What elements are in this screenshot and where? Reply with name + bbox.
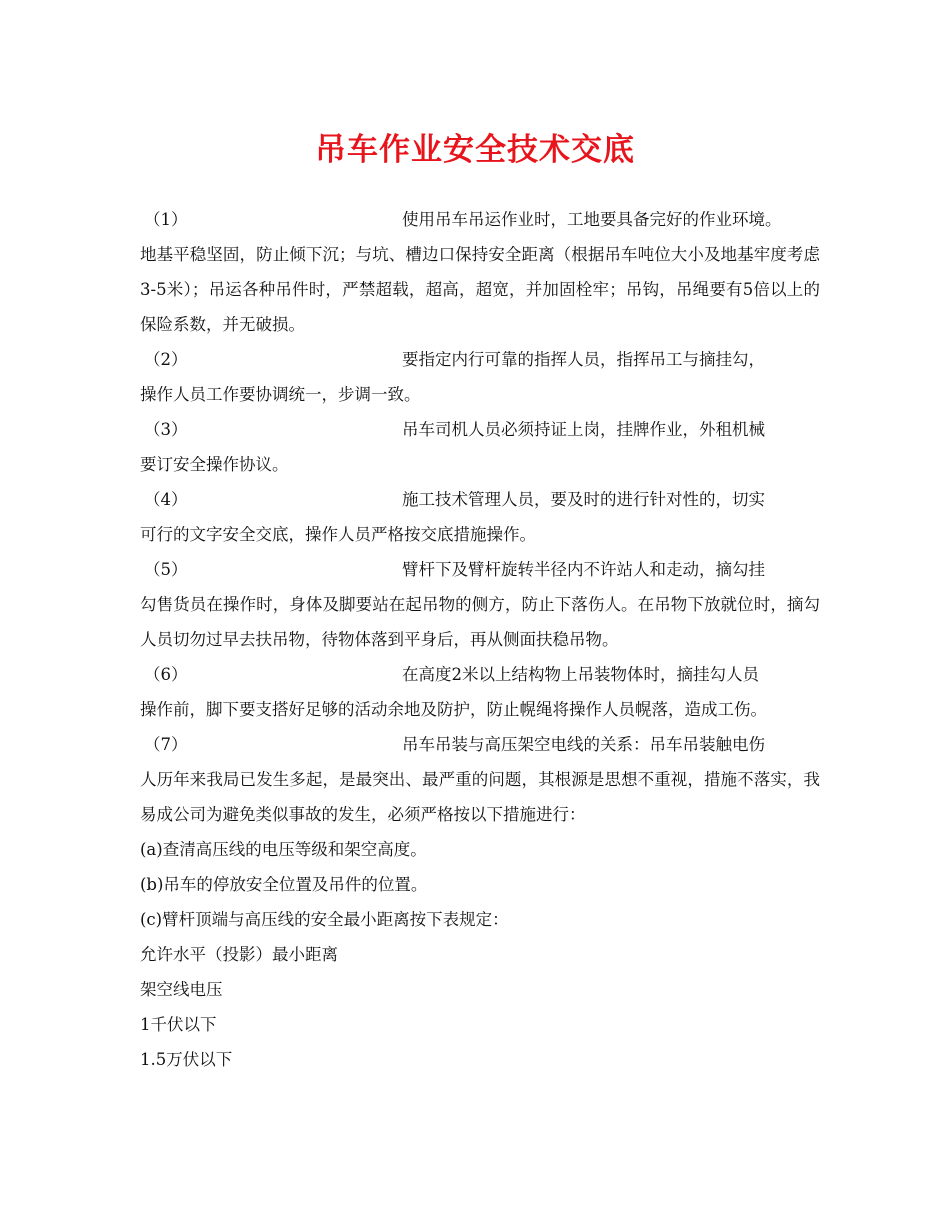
clause-number: （4） bbox=[144, 490, 188, 509]
clause-text: 人历年来我局已发生多起，是最突出、最严重的问题，其根源是思想不重视，措施不落实，我易成公司为避免类似事故的发生，必须严格按以下措施进行： bbox=[140, 770, 820, 824]
measure-b: (b)吊车的停放安全位置及吊件的位置。 bbox=[140, 875, 428, 894]
document-title: 吊车作业安全技术交底 bbox=[315, 132, 635, 168]
clause-number: （6） bbox=[144, 665, 188, 684]
clause-2 bbox=[140, 342, 820, 412]
clause-text: 地基平稳坚固，防止倾下沉；与坑、槽边口保持安全距离（根据吊车吨位大小及地基牢度考虑3-5米）；吊运各种吊件时，严禁超载，超高，超宽，并加固栓牢；吊钩，吊绳要有5倍以上的保险系数，并无破损。 bbox=[140, 245, 820, 334]
clause-lead-text: 吊车吊装与高压架空电线的关系：吊车吊装触电伤 bbox=[402, 735, 765, 754]
document-body bbox=[140, 202, 820, 1077]
table-row-voltage-15kv: 1.5万伏以下 bbox=[140, 1050, 233, 1069]
clause-6 bbox=[140, 657, 820, 727]
clause-1 bbox=[140, 202, 820, 342]
clause-text: 可行的文字安全交底，操作人员严格按交底措施操作。 bbox=[140, 525, 536, 544]
clause-3 bbox=[140, 412, 820, 482]
clause-text: 操作人员工作要协调统一，步调一致。 bbox=[140, 385, 421, 404]
clause-4 bbox=[140, 482, 820, 552]
clause-number: （3） bbox=[144, 420, 188, 439]
clause-text: 要订安全操作协议。 bbox=[140, 455, 289, 474]
clause-text: 操作前，脚下要支搭好足够的活动余地及防护，防止幌绳将操作人员幌落，造成工伤。 bbox=[140, 700, 767, 719]
clause-number: （5） bbox=[144, 560, 188, 579]
clause-lead-text: 使用吊车吊运作业时，工地要具备完好的作业环境。 bbox=[402, 210, 782, 229]
clause-lead-text: 要指定内行可靠的指挥人员，指挥吊工与摘挂勾， bbox=[402, 350, 765, 369]
clause-lead-text: 吊车司机人员必须持证上岗，挂牌作业，外租机械 bbox=[402, 420, 765, 439]
clause-number: （7） bbox=[144, 735, 188, 754]
clause-5 bbox=[140, 552, 820, 657]
measure-c: (c)臂杆顶端与高压线的安全最小距离按下表规定： bbox=[140, 910, 509, 929]
clause-7 bbox=[140, 727, 820, 832]
clause-number: （1） bbox=[144, 210, 188, 229]
table-header-distance: 允许水平（投影）最小距离 bbox=[140, 945, 338, 964]
clause-text: 勾售货员在操作时，身体及脚要站在起吊物的侧方，防止下落伤人。在吊物下放就位时，摘勾人员切勿过早去扶吊物，待物体落到平身后，再从侧面扶稳吊物。 bbox=[140, 595, 820, 649]
clause-number: （2） bbox=[144, 350, 188, 369]
table-row-voltage-1kv: 1千伏以下 bbox=[140, 1015, 217, 1034]
measure-a: (a)查清高压线的电压等级和架空高度。 bbox=[140, 840, 427, 859]
clause-lead-text: 臂杆下及臂杆旋转半径内不许站人和走动，摘勾挂 bbox=[402, 560, 765, 579]
clause-lead-text: 在高度2米以上结构物上吊装物体时，摘挂勾人员 bbox=[402, 665, 759, 684]
clause-lead-text: 施工技术管理人员，要及时的进行针对性的，切实 bbox=[402, 490, 765, 509]
table-header-voltage: 架空线电压 bbox=[140, 980, 223, 999]
